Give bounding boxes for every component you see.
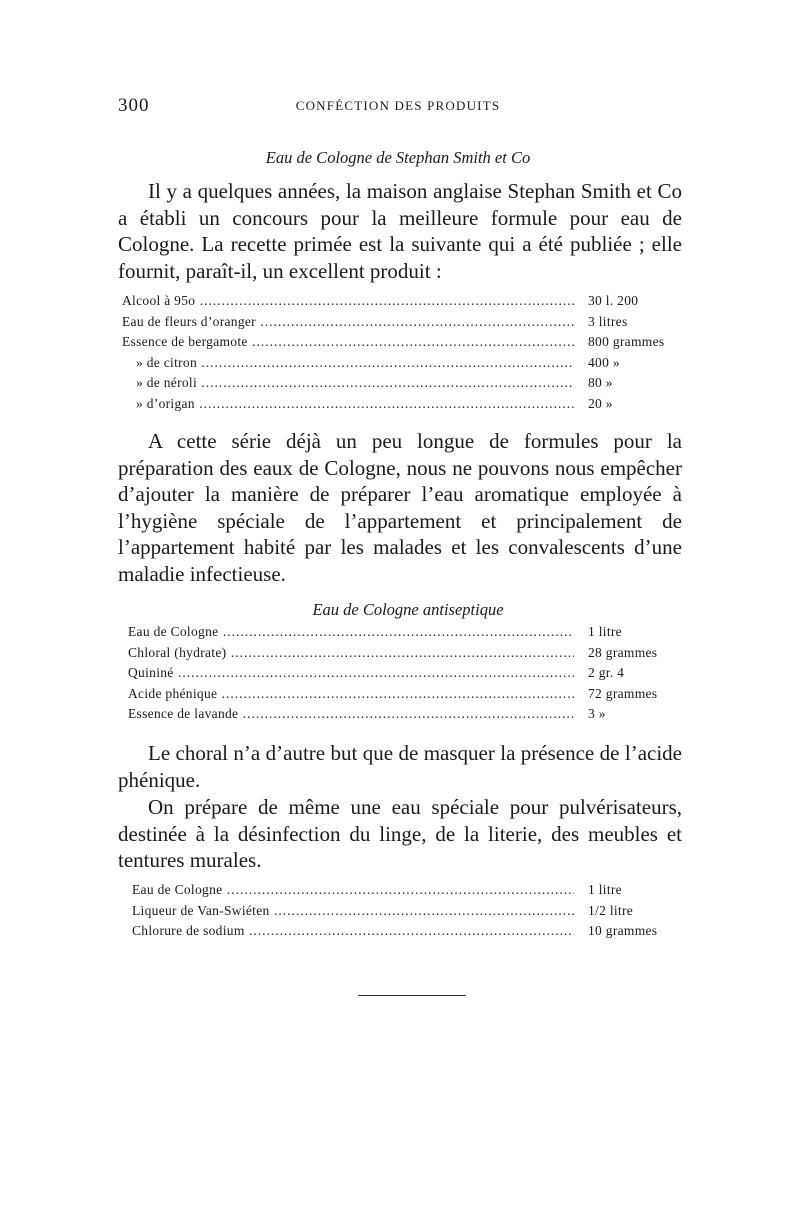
intro-paragraph: Il y a quelques années, la maison anglaise Stephan Smith et Co a établi un concours pour la meilleure formule pour eau de Cologne. La recette primée est la suivante qui a été publiée ; elle fournit, paraît-il, un excellent produit : [118,179,682,283]
end-rule [358,995,466,996]
ingredient-name: » de citron [136,354,198,370]
ingredient-name: Essence de lavande [128,706,239,721]
paragraph-pulverisateurs: On prépare de même une eau spéciale pour pulvérisateurs, destinée à la désinfection du linge, de la literie, des meubles et tentures murales. [118,795,682,872]
ingredient-quantity: 30 l. 200 [588,293,639,308]
running-head [118,95,678,117]
leader-dots [226,645,574,660]
ingredient-name: Acide phénique [128,685,218,701]
recipe-row [122,375,684,396]
leader-dots [197,355,574,370]
ingredient-quantity: 1/2 litre [588,902,634,918]
ingredient-quantity: 800 grammes [588,334,665,349]
ingredient-name: Eau de fleurs d’oranger [122,313,256,329]
ingredient-name: Eau de Cologne [132,882,223,897]
ingredient-name: Chlorure de sodium [132,923,245,938]
ingredient-name: Liqueur de Van-Swiéten [132,902,270,918]
ingredient-name: Alcool à 95o [122,293,196,308]
ingredient-quantity: 1 litre [588,624,622,639]
page-number: 300 [118,95,150,116]
paragraph-preparation: A cette série déjà un peu longue de formules pour la préparation des eaux de Cologne, nous ne pouvons nous empêcher d’ajouter la manière de préparer l’eau aromatique employée à l’hygiène spéciale de l’appartement et principalement de l’appartement habité par les malades et les convalescents d’une maladie infectieuse. [118,429,682,586]
recipe-row [122,334,684,355]
leader-dots [248,334,574,349]
recipe-row [132,903,684,924]
ingredient-name: » de néroli [136,375,198,390]
section-title-stephan-smith: Eau de Cologne de Stephan Smith et Co [265,148,531,167]
leader-dots [256,314,574,329]
recipe-row [132,882,684,903]
running-title: CONFÉCTION DES PRODUITS [295,98,501,113]
leader-dots [174,665,574,680]
section-title-antiseptique: Eau de Cologne antiseptique [312,600,504,619]
recipe-stephan-smith [122,293,684,416]
recipe-row [132,923,684,944]
recipe-row [128,686,684,707]
leader-dots [217,686,574,701]
ingredient-name: » d’origan [136,395,195,411]
ingredient-quantity: 3 litres [588,313,628,329]
recipe-row [122,355,684,376]
recipe-row [122,314,684,335]
ingredient-quantity: 28 grammes [588,644,658,660]
ingredient-quantity: 10 grammes [588,923,658,938]
ingredient-name: Eau de Cologne [128,624,219,639]
ingredient-quantity: 20 » [588,395,613,411]
ingredient-name: Essence de bergamote [122,334,248,349]
paragraph-choral: Le choral n’a d’autre but que de masquer la présence de l’acide phénique. [118,741,682,792]
recipe-row [128,706,684,727]
ingredient-quantity: 400 » [588,354,620,370]
leader-dots [197,375,574,390]
recipe-pulverisateurs [132,882,684,944]
leader-dots [195,396,574,411]
recipe-row [128,665,684,686]
ingredient-name: Chloral (hydrate) [128,644,227,660]
ingredient-quantity: 2 gr. 4 [588,665,625,680]
leader-dots [195,293,574,308]
ingredient-quantity: 3 » [588,706,606,721]
leader-dots [218,624,574,639]
recipe-row [128,624,684,645]
recipe-row [128,645,684,666]
ingredient-quantity: 72 grammes [588,685,658,701]
leader-dots [222,882,574,897]
recipe-row [122,293,684,314]
recipe-row [122,396,684,417]
leader-dots [238,706,574,721]
ingredient-quantity: 80 » [588,375,613,390]
ingredient-name: Quininé [128,665,174,680]
leader-dots [270,903,574,918]
recipe-antiseptique [128,624,684,727]
leader-dots [245,923,574,938]
ingredient-quantity: 1 litre [588,882,622,897]
